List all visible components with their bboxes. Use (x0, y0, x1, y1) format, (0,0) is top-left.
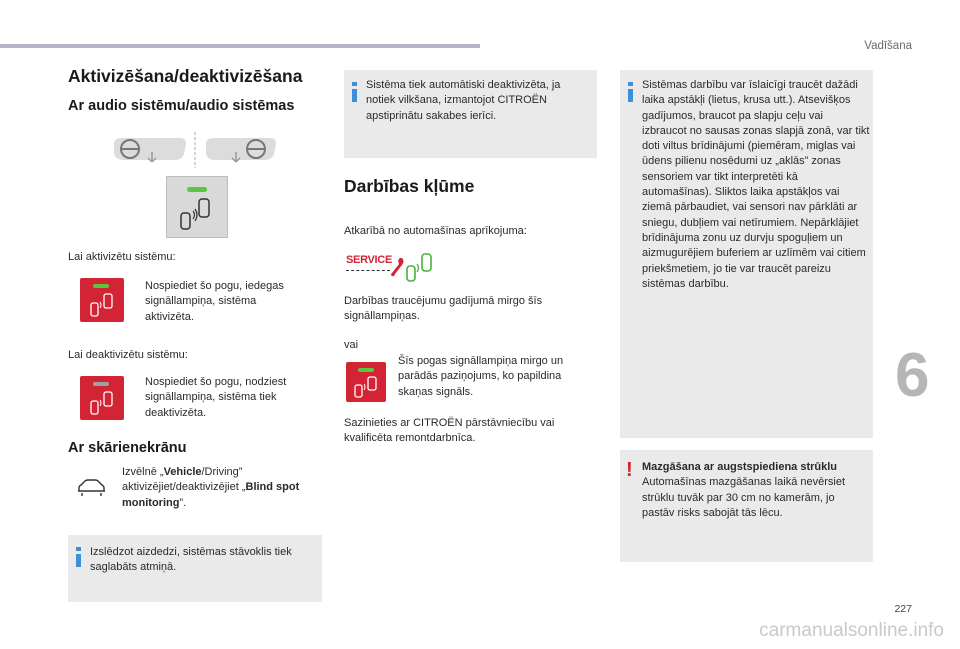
mirrors-icon (110, 130, 280, 170)
info-box-memory (68, 535, 322, 602)
warning-title: Mazgāšana ar augstspiediena strūklu (642, 461, 838, 473)
service-label: SERVICE (346, 254, 392, 266)
activate-intro: Lai aktivizētu sistēmu: (68, 251, 176, 263)
fault-lamps-text: Darbības traucējumu gadījumā mirgo šīs signāllampiņas. (344, 295, 543, 323)
subtitle-touchscreen: Ar skārienekrānu (68, 440, 187, 456)
led-on-indicator (187, 187, 207, 192)
blind-spot-warning-lamp-icon (404, 252, 436, 284)
touch-text-part: ”. (179, 496, 187, 509)
info-weather-text: Sistēmas darbību var īslaicīgi traucēt dažādi laika apstākļi (lietus, krusa utt.). Atsevišķos gadījumos, braucot pa slapju ceļu vai izbraucot no sausas zonas slapjā zonā, var tikt doti viltus brīdinājumi (piemēram, miglas vai ūdens pilienu nosēdumi uz „aklās” zonas sensoriem var tikt interpretēti kā automašīnas). Sliktos laika apstākļos vai ziemā pārbaudiet, vai sensori nav pārklāti ar sniegu, dubļiem vai netīrumiem. Nepārklājiet brīdinājuma zonu uz durvju spoguļiem un aizmugurējiem buferiem ar uzlīmēm vai citiem priekšmetiem, jo tie var traucēt pareizu sistēmas darbību. (642, 79, 870, 290)
blind-spot-button-blinking (346, 362, 386, 402)
warning-box-washing (620, 450, 873, 562)
blind-spot-cars-icon (88, 292, 116, 318)
equipment-text: Atkarībā no automašīnas aprīkojuma: (344, 225, 527, 237)
blind-spot-button-off (80, 376, 124, 420)
deactivate-text: Nospiediet šo pogu, nodziest signāllampiņa, sistēma tiek deaktivizēta. (145, 376, 287, 419)
info-box-weather (620, 70, 873, 438)
or-text: vai (344, 339, 359, 351)
fault-title: Darbības kļūme (344, 176, 475, 196)
activate-text: Nospiediet šo pogu, iedegas signāllampiņa, sistēma aktivizēta. (145, 280, 284, 323)
menu-vehicle: Vehicle (163, 466, 202, 478)
warning-icon: ! (626, 459, 633, 481)
info-icon (628, 82, 633, 102)
blind-spot-cars-icon (88, 390, 116, 416)
service-warning-icon (346, 254, 392, 282)
page-title: Aktivizēšana/deaktivizēšana (68, 66, 303, 86)
info-icon (352, 82, 357, 102)
chapter-number: 6 (895, 341, 930, 410)
contact-text: Sazinieties ar CITROËN pārstāvniecību vai kvalificēta remontdarbnīca. (344, 417, 555, 445)
touch-text-part: Izvēlnē „ (122, 466, 164, 478)
blind-spot-button-illustration (166, 176, 228, 238)
info-memory-text: Izslēdzot aizdedzi, sistēmas stāvoklis tiek saglabāts atmiņā. (90, 546, 292, 574)
led-off-indicator (93, 382, 109, 386)
page-number: 227 (894, 603, 912, 615)
info-towing-text: Sistēma tiek automātiski deaktivizēta, ja notiek vilkšana, izmantojot CITROËN apstiprinātu sakabes ierīci. (366, 79, 561, 122)
touch-text-part: /Driving” aktivizējiet/deaktivizējiet „ (122, 466, 246, 494)
warning-content (642, 460, 870, 521)
touchscreen-text (122, 465, 312, 511)
section-title: Vadīšana (864, 40, 912, 52)
blind-spot-cars-icon (352, 375, 380, 399)
deactivate-intro: Lai deaktivizētu sistēmu: (68, 349, 188, 361)
blind-spot-button-on (80, 278, 124, 322)
blind-spot-cars-icon (177, 197, 217, 231)
service-underline (346, 270, 390, 271)
led-on-indicator (358, 368, 374, 372)
header-rule (0, 44, 480, 48)
info-box-towing (344, 70, 597, 158)
menu-blind-spot: Blind spot monitoring (122, 481, 300, 509)
watermark: carmanualsonline.info (759, 620, 944, 641)
warning-text: Automašīnas mazgāšanas laikā nevērsiet strūklu tuvāk par 30 cm no kamerām, jo pastāv risks sabojāt tās lēcu. (642, 476, 845, 519)
subtitle-audio: Ar audio sistēmu/audio sistēmas (68, 98, 295, 114)
vehicle-icon (76, 478, 106, 498)
led-on-indicator (93, 284, 109, 288)
info-icon (76, 547, 81, 567)
blink-text: Šīs pogas signāllampiņa mirgo un parādās paziņojums, ko papildina skaņas signāls. (398, 355, 564, 398)
